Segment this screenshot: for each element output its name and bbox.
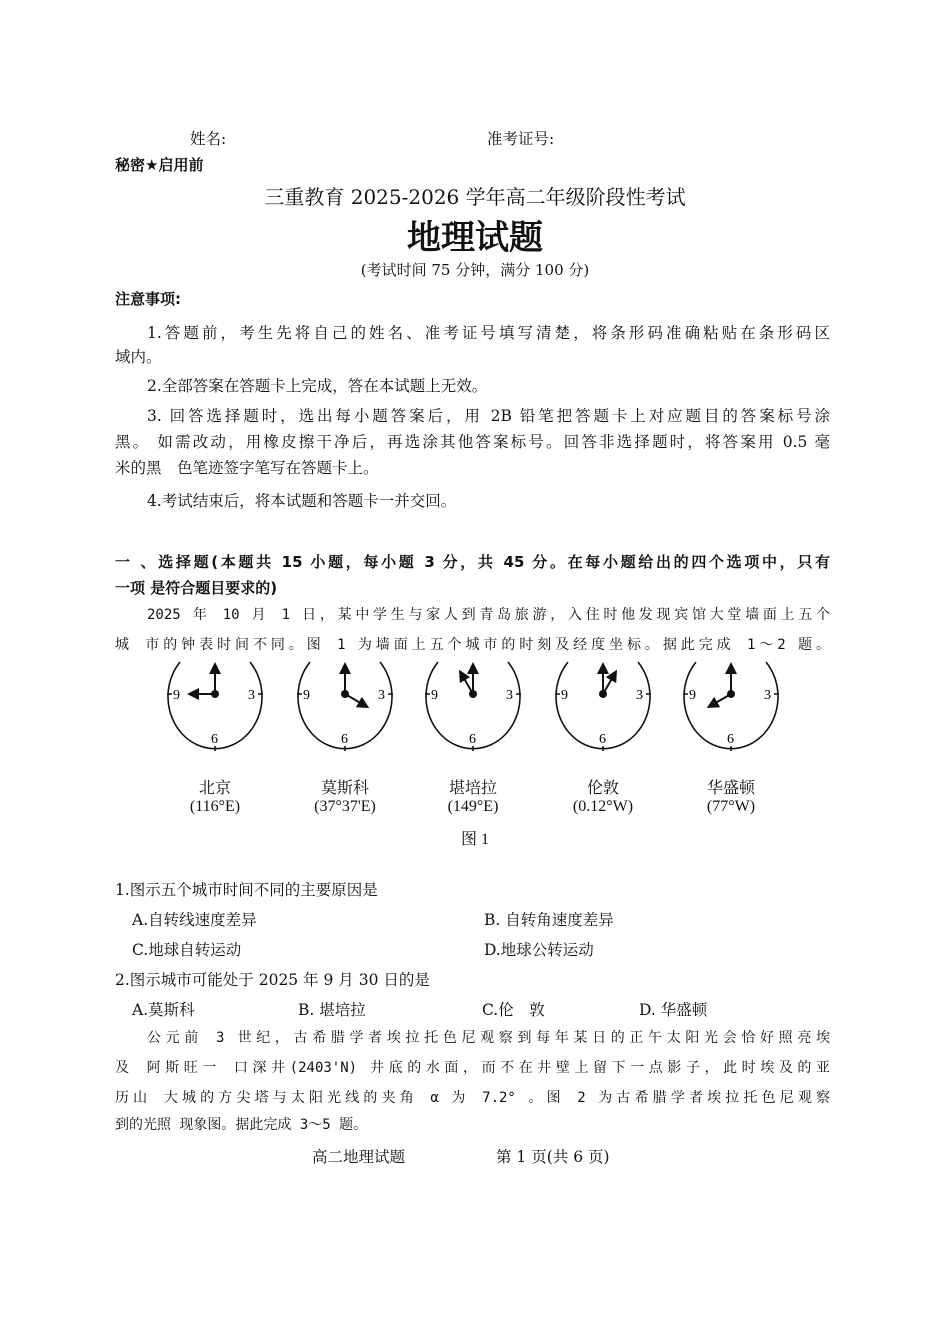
dial-6: 6 (727, 732, 734, 747)
note-line: 米的黑 色笔迹签字笔写在答题卡上。 (115, 459, 379, 477)
dial-9: 9 (561, 688, 568, 703)
passage-line: 历山 大城的方尖塔与太阳光线的夹角 α 为 7.2° 。图 2 为古希腊学者埃拉托色尼观察 (115, 1090, 830, 1106)
intro-line: 城 市的钟表时间不同。图 1 为墙面上五个城市的时刻及经度坐标。据此完成 1～2 题。 (115, 637, 830, 653)
city-longitude: (149°E) (447, 798, 499, 815)
note-line: 2.全部答案在答题卡上完成，答在本试题上无效。 (147, 377, 488, 395)
clock-3 (418, 660, 528, 752)
section-heading: 一 、选择题(本题共 15 小题，每小题 3 分，共 45 分。在每小题给出的四个选项中，只有 (115, 553, 830, 571)
section-heading-cont: 一项 是符合题目要求的) (115, 579, 278, 597)
dial-9: 9 (173, 688, 180, 703)
secret-mark: 秘密★启用前 (115, 156, 204, 174)
city-longitude: (116°E) (189, 798, 241, 815)
exam-name: 三重教育 2025-2026 学年高二年级阶段性考试 (264, 185, 686, 209)
clock-5 (676, 660, 786, 752)
city-longitude: (0.12°W) (572, 798, 634, 815)
dial-6: 6 (469, 732, 476, 747)
option-b: B. 自转角速度差异 (484, 911, 614, 929)
dial-3: 3 (248, 688, 255, 703)
clock-1 (160, 660, 270, 752)
id-label: 准考证号: (487, 130, 555, 148)
option-a: A.莫斯科 (132, 1001, 195, 1019)
passage-line: 公元前 3 世纪，古希腊学者埃拉托色尼观察到每年某日的正午太阳光会恰好照亮埃 (147, 1030, 830, 1046)
dial-3: 3 (506, 688, 513, 703)
footer-subject: 高二地理试题 (312, 1148, 406, 1166)
note-line: 4.考试结束后，将本试题和答题卡一并交回。 (147, 492, 457, 510)
passage-line: 到的光照 现象图。据此完成 3～5 题。 (115, 1117, 368, 1133)
note-line: 1.答题前，考生先将自己的姓名、准考证号填写清楚，将条形码准确粘贴在条形码区 (147, 324, 830, 342)
note-line: 黑。 如需改动，用橡皮擦干净后，再选涂其他答案标号。回答非选择题时，将答案用 0.5 毫 (115, 433, 830, 451)
city-name: 堪培拉 (448, 780, 497, 797)
note-line: 域内。 (115, 348, 162, 366)
dial-6: 6 (599, 732, 606, 747)
dial-6: 6 (341, 732, 348, 747)
option-b: B. 堪培拉 (298, 1001, 366, 1019)
question-stem: 1.图示五个城市时间不同的主要原因是 (115, 881, 378, 899)
city-name: 伦敦 (586, 780, 619, 797)
city-name: 北京 (198, 780, 231, 797)
clock-2 (290, 660, 400, 752)
option-c: C.地球自转运动 (132, 941, 242, 959)
dial-9: 9 (431, 688, 438, 703)
question-stem: 2.图示城市可能处于 2025 年 9 月 30 日的是 (115, 971, 430, 989)
name-label: 姓名: (190, 130, 227, 148)
dial-3: 3 (636, 688, 643, 703)
option-a: A.自转线速度差异 (132, 911, 257, 929)
dial-9: 9 (303, 688, 310, 703)
intro-line: 2025 年 10 月 1 日，某中学生与家人到青岛旅游，入住时他发现宾馆大堂墙面上五个 (147, 607, 830, 623)
note-line: 3. 回答选择题时，选出每小题答案后，用 2B 铅笔把答题卡上对应题目的答案标号涂 (147, 407, 830, 425)
option-c: C.伦 敦 (482, 1001, 545, 1019)
city-longitude: (77°W) (706, 798, 756, 815)
dial-3: 3 (378, 688, 385, 703)
notes-heading: 注意事项: (115, 290, 181, 308)
option-d: D. 华盛顿 (639, 1001, 708, 1019)
city-name: 莫斯科 (320, 780, 369, 797)
dial-3: 3 (764, 688, 771, 703)
city-longitude: (37°37'E) (314, 798, 376, 815)
city-name: 华盛顿 (706, 780, 755, 797)
dial-6: 6 (211, 732, 218, 747)
option-d: D.地球公转运动 (484, 941, 594, 959)
figure-caption: 图 1 (460, 831, 489, 848)
page-title: 地理试题 (407, 218, 543, 258)
passage-line: 及 阿斯旺一 口深井(2403'N) 井底的水面，而不在井壁上留下一点影子，此时埃及的亚 (115, 1060, 830, 1076)
footer-page: 第 1 页(共 6 页) (496, 1148, 610, 1166)
dial-9: 9 (689, 688, 696, 703)
exam-subtitle: (考试时间 75 分钟，满分 100 分) (360, 261, 590, 279)
clock-4 (548, 660, 658, 752)
